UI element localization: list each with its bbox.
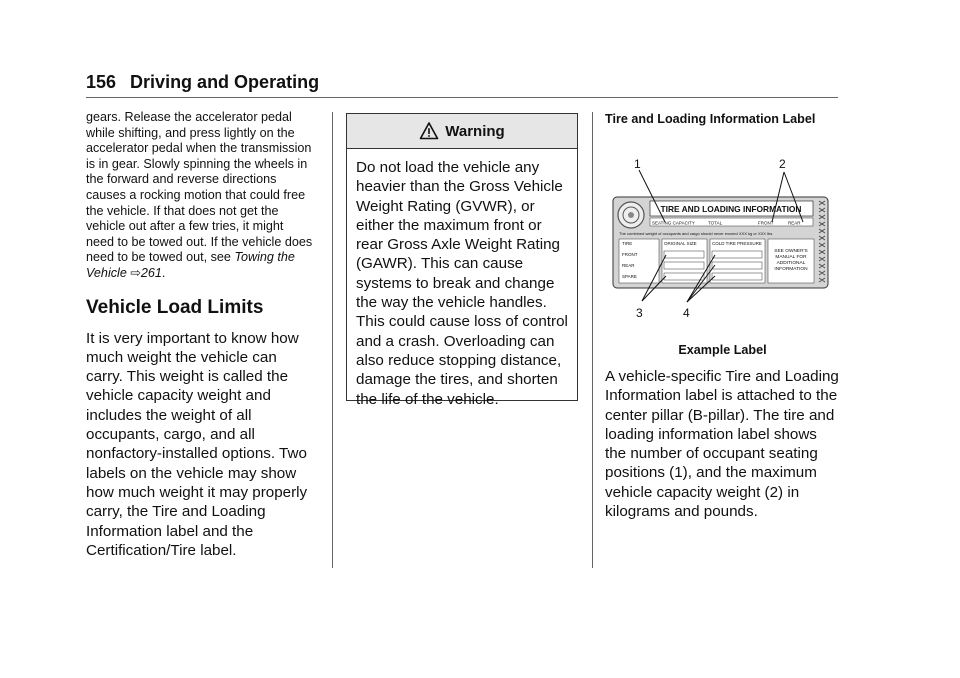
towing-reference-page[interactable]: 261 [140,265,162,280]
column-divider-1 [332,112,333,568]
warning-title: Warning [445,122,505,140]
callout-4: 4 [683,306,690,320]
label-col-original-size: ORIGINAL SIZE [664,241,697,246]
callout-3: 3 [636,306,643,320]
callout-2: 2 [779,157,786,171]
label-seating-capacity: SEATING CAPACITY [652,220,695,226]
figure-caption: Example Label [678,343,767,357]
label-see-owners-2: MANUAL FOR [775,255,807,260]
label-row-front: FRONT [622,252,638,257]
intro-paragraph: gears. Release the accelerator pedal while shifting, and press lightly on the accelerator pedal when the transmission is in gear. Slowly spinning the wheels in the forward and reverse directions causes a rocking motion that could free the vehicle. If that does not get the vehicle out after a few tries, it might need to be towed out. If the vehicle does need to be towed out, see Towing the Vehicle ⇨261. [86,110,313,280]
callout-1: 1 [634,157,641,171]
warning-text: Do not load the vehicle any heavier than the Gross Vehicle Weight Rating (GVWR), or either the maximum front or rear Gross Axle Weight Rating (GAWR). This can cause systems to break and change the way the vehicle handles. This could cause loss of control and a crash. Overloading can also reduce stopping distance, damage the tires, and shorten the life of the vehicle. [356,159,568,408]
section-heading: Vehicle Load Limits [86,296,264,318]
towing-reference-link[interactable]: Towing the Vehicle [86,250,295,280]
page-number: 156 [86,72,117,92]
label-row-rear: REAR [622,263,635,268]
tire-logo-icon [618,202,644,228]
section-title: Driving and Operating [130,72,320,92]
label-title: TIRE AND LOADING INFORMATION [660,204,802,214]
label-front: FRONT [758,220,774,226]
tire-label-figure [605,155,840,325]
warning-box [346,113,578,408]
label-see-owners-4: INFORMATION [774,267,808,272]
label-col-tire: TIRE [622,241,633,246]
label-row-spare: SPARE [622,274,637,279]
column-3 [605,112,840,127]
body-paragraph: It is very important to know how much weight the vehicle can carry. This weight is called the vehicle capacity weight and includes the weight of all occupants, cargo, and all nonfactory-installed options. Two labels on the vehicle may show how much weight it may properly carry, the Tire and Loading Information label and the Certification/Tire label. [86,329,308,559]
page-ref-arrow-icon: ⇨ [130,265,141,280]
column-3-body [605,367,840,521]
label-see-owners-1: SEE OWNER'S [774,249,808,254]
label-total: TOTAL [708,220,723,226]
warning-triangle-icon [419,121,439,141]
label-see-owners-3: ADDITIONAL [776,261,806,266]
header-rule [86,97,838,98]
page-header [86,72,319,93]
warning-header [347,114,577,149]
column-1 [86,110,314,560]
figure-heading: Tire and Loading Information Label [605,112,816,126]
column-divider-2 [592,112,593,568]
label-col-cold-pressure: COLD TIRE PRESSURE [712,241,762,246]
label-rear: REAR [788,220,801,226]
label-description: A vehicle-specific Tire and Loading Information label is attached to the center pillar (B-pillar). The tire and loading information label shows the number of occupant seating positions (1), and the maximum vehicle capacity weight (2) in kilograms and pounds. [605,368,839,521]
label-combined-note: The combined weight of occupants and cargo should never exceed XXX kg or XXX lbs. [619,231,774,236]
